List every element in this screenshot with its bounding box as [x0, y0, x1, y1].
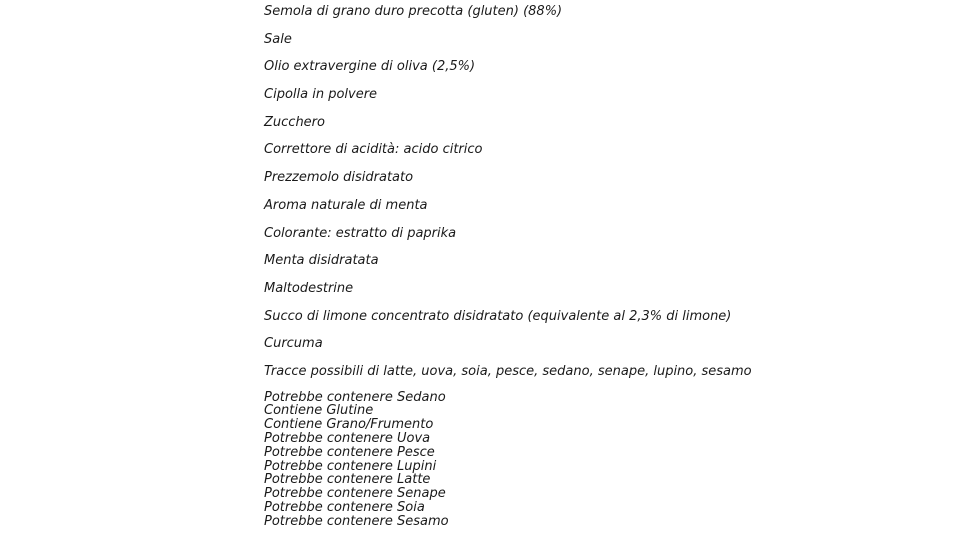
- ingredient-item: Aroma naturale di menta: [264, 197, 428, 213]
- allergen-item: Potrebbe contenere Lupini: [264, 458, 437, 474]
- ingredient-item: Correttore di acidità: acido citrico: [264, 142, 483, 158]
- ingredient-item: Cipolla in polvere: [264, 87, 378, 103]
- allergen-item: Potrebbe contenere Sesamo: [264, 513, 449, 529]
- ingredient-item: Curcuma: [264, 336, 323, 352]
- ingredient-item: Olio extravergine di oliva (2,5%): [264, 59, 476, 75]
- traces-statement: Tracce possibili di latte, uova, soia, pesce, sedano, senape, lupino, sesamo: [264, 363, 752, 379]
- allergen-item: Potrebbe contenere Pesce: [264, 444, 435, 460]
- allergen-item: Potrebbe contenere Latte: [264, 472, 431, 488]
- ingredient-item: Sale: [264, 31, 292, 47]
- ingredient-item: Zucchero: [264, 114, 325, 130]
- allergen-item: Contiene Grano/Frumento: [264, 417, 434, 433]
- ingredient-item: Menta disidratata: [264, 253, 379, 269]
- allergen-item: Contiene Glutine: [264, 403, 374, 419]
- ingredient-document: [264, 3, 904, 529]
- ingredient-item: Semola di grano duro precotta (gluten) (88%): [264, 4, 563, 19]
- ingredient-item: Prezzemolo disidratato: [264, 170, 414, 186]
- allergen-item: Potrebbe contenere Senape: [264, 486, 446, 502]
- allergen-list: [264, 391, 904, 529]
- allergen-item: Potrebbe contenere Uova: [264, 431, 431, 447]
- ingredient-item: Maltodestrine: [264, 280, 354, 296]
- allergen-item: Potrebbe contenere Sedano: [264, 389, 446, 405]
- ingredient-item: Colorante: estratto di paprika: [264, 225, 457, 241]
- allergen-item: Potrebbe contenere Soia: [264, 500, 425, 515]
- ingredient-item: Succo di limone concentrato disidratato (equivalente al 2,3% di limone): [264, 308, 732, 324]
